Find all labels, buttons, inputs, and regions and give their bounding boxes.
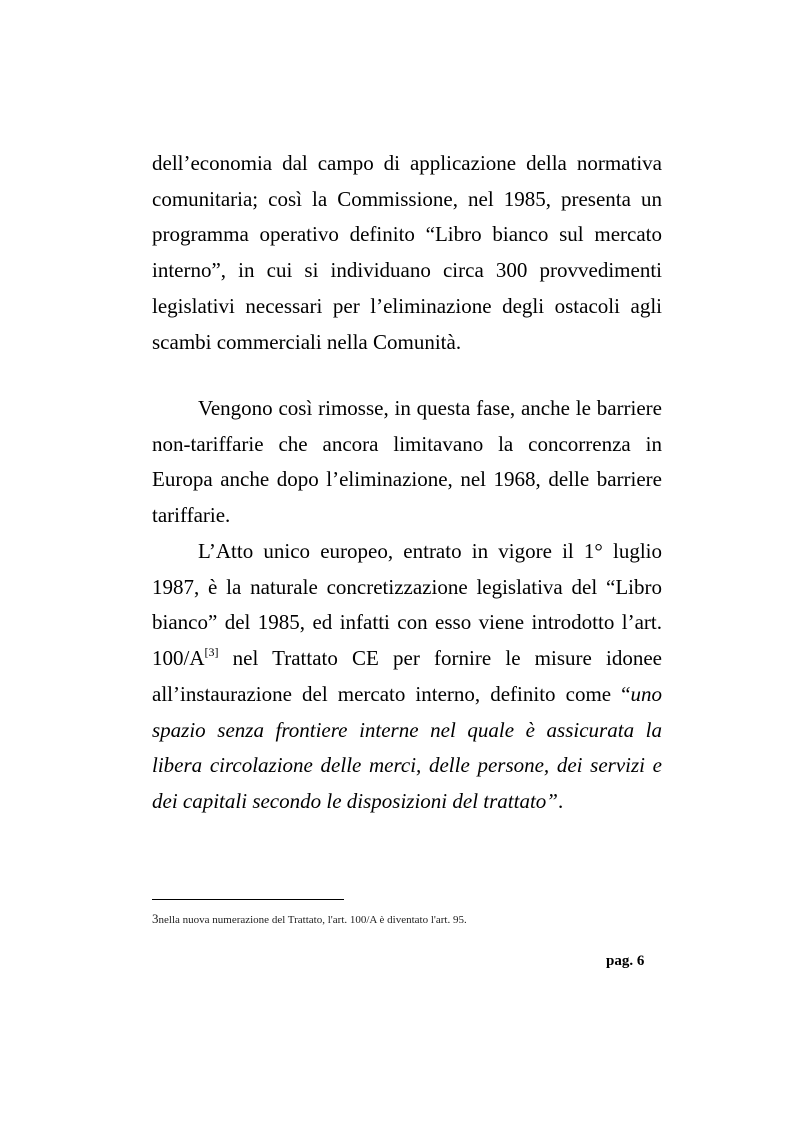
footnote-reference[interactable]: [3]	[204, 645, 219, 660]
footnote-text: nella nuova numerazione del Trattato, l'art. 100/A è diventato l'art. 95.	[158, 914, 467, 926]
paragraph-3-text-end: .	[557, 788, 564, 813]
footnote-separator	[152, 899, 344, 900]
footnote-number: 3	[152, 911, 159, 926]
paragraph-3-text-middle: nel Trattato CE per fornire le misure idonee all’instaurazione del mercato interno, definito come “	[152, 646, 662, 706]
paragraph-3-text-start: L’Atto unico europeo, entrato in vigore il 1° luglio 1987, è la naturale concretizzazione legislativa del “Libro bianco” del 1985, ed infatti con esso viene introdotto l’art. 100/A	[152, 539, 662, 671]
paragraph-1	[152, 146, 662, 360]
paragraph-2	[152, 391, 662, 534]
treaty-quotation: uno spazio senza frontiere interne nel quale è assicurata la libera circolazione delle merci, delle persone, dei servizi e dei capitali secondo le disposizioni del trattato”	[152, 681, 662, 813]
page-number: pag. 6	[606, 953, 645, 969]
footnote	[152, 911, 467, 927]
paragraph-2-text: Vengono così rimosse, in questa fase, anche le barriere non-tariffarie che ancora limitavano la concorrenza in Europa anche dopo l’eliminazione, nel 1968, delle barriere tariffarie.	[152, 396, 662, 528]
paragraph-1-text: dell’economia dal campo di applicazione della normativa comunitaria; così la Commissione, nel 1985, presenta un programma operativo definito “Libro bianco sul mercato interno”, in cui si individuano circa 300 provvedimenti legislativi necessari per l’eliminazione degli ostacoli agli scambi commerciali nella Comunità.	[152, 151, 662, 354]
paragraph-3	[152, 534, 662, 820]
